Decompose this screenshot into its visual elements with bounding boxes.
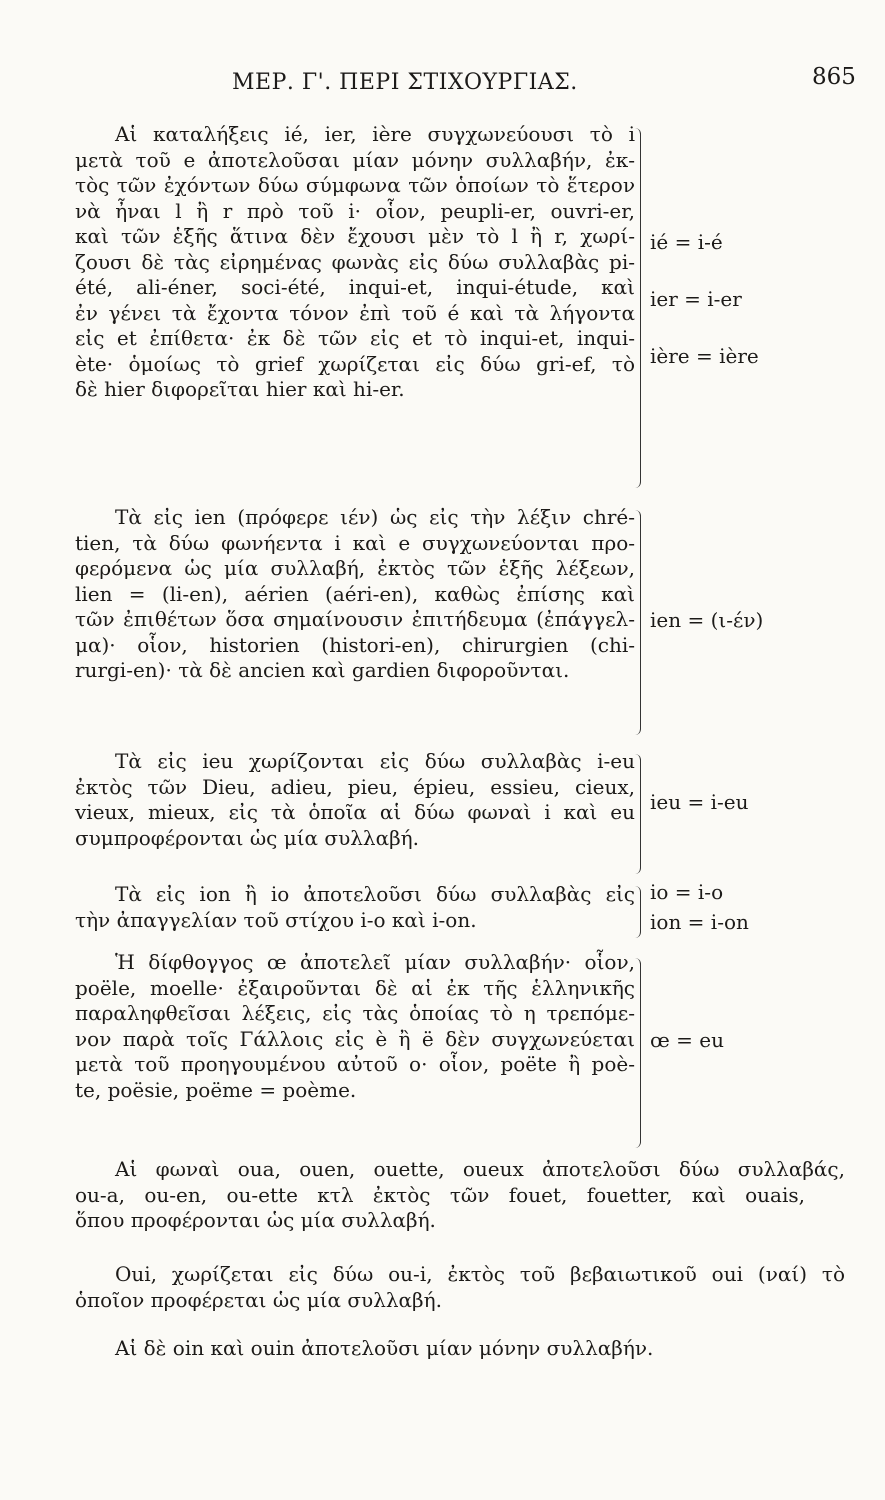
text-line: ἐκτὸς τῶν Dieu, adieu, pieu, épieu, essieu, cieux, (75, 774, 635, 799)
text-line: νὰ ἦναι l ἢ r πρὸ τοῦ i· οἷον, peupli-er, ouvri-er, (75, 198, 635, 223)
paragraph-oua (75, 1157, 845, 1234)
text-line: μα)· οἷον, historien (histori-en), chirurgien (chi- (75, 632, 635, 657)
text-line: ὁποῖον προφέρεται ὡς μία συλλαβή. (75, 1287, 442, 1312)
text-line: Τὰ εἰς ien (πρόφερε ιέν) ὡς εἰς τὴν λέξιν chré- (115, 505, 635, 529)
text-line: τὸς τῶν ἐχόντων δύω σύμφωνα τῶν ὁποίων τὸ ἕτερον (75, 173, 635, 197)
paragraph-oe (75, 950, 635, 1103)
margin-note-ieu: ieu = i-eu (650, 790, 749, 814)
text-line: ζουσι δὲ τὰς εἰρημένας φωνὰς εἰς δύω συλλαβὰς pi- (75, 249, 635, 274)
page-header (0, 62, 885, 102)
text-line: εἰς et ἐπίθετα· ἐκ δὲ τῶν εἰς et τὸ inqui-et, inqui- (75, 326, 635, 350)
text-line: rurgi-en)· τὰ δὲ ancien καὶ gardien διφοροῦνται. (75, 658, 570, 682)
margin-note-oe: œ = eu (650, 1028, 724, 1052)
text-line: ou-a, ou-en, ou-ette κτλ ἐκτὸς τῶν fouet, fouetter, καὶ ouais, (75, 1182, 805, 1207)
margin-note-io: io = i-o (650, 880, 724, 904)
text-line: poële, moelle· ἐξαιροῦνται δὲ αἱ ἐκ τῆς ἑλληνικῆς (75, 975, 635, 1000)
margin-brace (630, 958, 641, 1148)
margin-brace (630, 128, 641, 488)
text-line: δὲ hier διφορεῖται hier καὶ hi-er. (75, 377, 405, 401)
text-line: ὅπου προφέρονται ὡς μία συλλαβή. (75, 1208, 436, 1232)
text-line: lien = (li-en), aérien (aéri-en), καθὼς ἐπίσης καὶ (75, 581, 635, 606)
paragraph-oin (75, 1336, 805, 1362)
text-line: Ἡ δίφθογγος œ ἀποτελεῖ μίαν συλλαβήν· οἷον, (115, 950, 635, 974)
text-line: τῶν ἐπιθέτων ὅσα σημαίνουσιν ἐπιτήδευμα (ἐπάγγελ- (75, 607, 635, 631)
text-line: tien, τὰ δύω φωνήεντα i καὶ e συγχωνεύονται προ- (75, 530, 635, 555)
paragraph-ieu (75, 749, 635, 851)
paragraph-ien (75, 505, 635, 684)
margin-note-ion: ion = i-on (650, 910, 749, 934)
page-number: 865 (812, 64, 856, 90)
text-line: Τὰ εἰς ieu χωρίζονται εἰς δύω συλλαβὰς i-eu (115, 749, 635, 773)
text-line: Αἱ φωναὶ oua, ouen, ouette, oueux ἀποτελοῦσι δύω συλλαβάς, (115, 1157, 845, 1181)
text-line: μετὰ τοῦ e ἀποτελοῦσαι μίαν μόνην συλλαβήν, ἐκ- (75, 147, 635, 172)
text-line: τὴν ἀπαγγελίαν τοῦ στίχου i-o καὶ i-on. (75, 907, 477, 932)
margin-brace (630, 886, 641, 938)
text-line: καὶ τῶν ἑξῆς ἅτινα δὲν ἔχουσι μὲν τὸ l ἢ r, χωρί- (75, 224, 635, 248)
margin-brace (630, 754, 641, 874)
margin-note-iere: ière = ière (650, 344, 759, 368)
paragraph-oui (75, 1262, 845, 1313)
text-line: ète· ὁμοίως τὸ grief χωρίζεται εἰς δύω gri-ef, τὸ (75, 351, 635, 376)
text-line: été, ali-éner, soci-été, inqui-et, inqui-étude, καὶ (75, 275, 635, 299)
text-line: νον παρὰ τοῖς Γάλλοις εἰς è ἢ ë δὲν συγχωνεύεται (75, 1026, 635, 1051)
paragraph-ion-io (75, 882, 635, 933)
running-head: ΜΕΡ. Γ'. ΠΕΡΙ ΣΤΙΧΟΥΡΓΙΑΣ. (232, 70, 578, 95)
text-line: te, poësie, poëme = poème. (75, 1077, 357, 1102)
text-line: ἐν γένει τὰ ἔχοντα τόνον ἐπὶ τοῦ é καὶ τὰ λήγοντα (75, 300, 635, 325)
text-line: Αἱ δὲ oin καὶ ouin ἀποτελοῦσι μίαν μόνην συλλαβήν. (115, 1336, 654, 1360)
text-line: Oui, χωρίζεται εἰς δύω ou-i, ἐκτὸς τοῦ βεβαιωτικοῦ oui (ναί) τὸ (115, 1262, 845, 1286)
text-line: φερόμενα ὡς μία συλλαβή, ἐκτὸς τῶν ἑξῆς λέξεων, (75, 556, 635, 580)
text-line: Τὰ εἰς ion ἢ io ἀποτελοῦσι δύω συλλαβὰς εἰς (115, 882, 635, 906)
margin-note-ien: ien = (ι-έν) (650, 608, 764, 632)
margin-brace (630, 510, 641, 735)
text-line: vieux, mieux, εἰς τὰ ὁποῖα αἱ δύω φωναὶ i καὶ eu (75, 800, 635, 824)
margin-note-ie: ié = i-é (650, 230, 723, 254)
text-line: Αἱ καταλήξεις ié, ier, ière συγχωνεύουσι τὸ i (115, 122, 635, 146)
text-line: συμπροφέρονται ὡς μία συλλαβή. (75, 825, 419, 850)
text-line: μετὰ τοῦ προηγουμένου αὐτοῦ o· οἷον, poëte ἢ poè- (75, 1052, 635, 1076)
margin-note-ier: ier = i-er (650, 287, 742, 311)
text-line: παραληφθεῖσαι λέξεις, εἰς τὰς ὁποίας τὸ η τρεπόμε- (75, 1001, 635, 1025)
paragraph-ie-ier-iere (75, 122, 635, 403)
